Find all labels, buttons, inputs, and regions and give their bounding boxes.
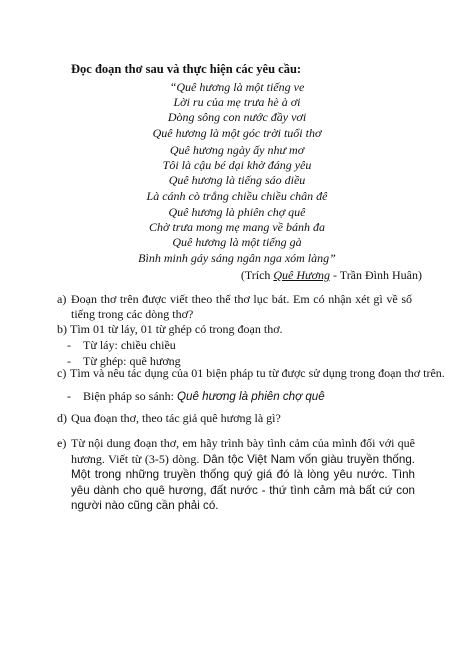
question-text: Từ nội dung đoạn thơ, em hãy trình bày tình cảm của mình đối với quê hương. Viết từ (3-5) dòng. — [71, 436, 415, 466]
question-label: c) — [57, 366, 67, 380]
question-label: a) — [57, 292, 67, 306]
question-c — [57, 366, 445, 381]
poem-line: Quê hương là một góc trời tuổi thơ — [152, 125, 322, 140]
answer-quote: Quê hương là phiên chợ quê — [177, 390, 325, 403]
poem-stanza-2 — [0, 143, 474, 204]
source-suffix: - Trần Đình Huân) — [330, 268, 422, 282]
poem-source — [241, 268, 422, 283]
poem-line: Tôi là cậu bé dại khờ đáng yêu — [162, 158, 312, 173]
bullet-dash: - — [67, 338, 71, 352]
poem-line: Chờ trưa mong mẹ mang về bánh đa — [149, 220, 325, 235]
source-title: Quê Hương — [273, 268, 330, 282]
question-label: e) — [57, 436, 67, 450]
question-label: b) — [57, 322, 67, 336]
poem-stanza-3 — [0, 205, 474, 266]
poem-line: Lời ru của mẹ trưa hè à ơi — [173, 95, 301, 110]
poem-line: Là cánh cò trắng chiều chiều chân đê — [146, 188, 328, 203]
question-text: Tìm 01 từ láy, 01 từ ghép có trong đoạn thơ. — [70, 322, 283, 336]
question-b — [57, 322, 417, 337]
question-a — [57, 292, 412, 323]
question-label: d) — [57, 411, 67, 425]
answer-text: Từ láy: chiều chiều — [83, 338, 176, 352]
question-text: Đoạn thơ trên được viết theo thể thơ lục bát. Em có nhận xét gì về số tiếng trong các dòng thơ? — [71, 292, 412, 322]
question-text: Qua đoạn thơ, theo tác giả quê hương là gì? — [71, 411, 281, 425]
answer-paragraph: Dân tộc Việt Nam vốn giàu truyền thống. Một trong những truyền thống quý giá đó là lòng yêu nước. Tình yêu dành cho quê hương, đất nước - thứ tình cảm mà bất cứ con người nào cũng cần phải có. — [71, 452, 415, 513]
poem-line: Quê hương là tiếng sáo diều — [168, 173, 306, 188]
question-text: Tìm và nêu tác dụng của 01 biện pháp tu từ được sử dụng trong đoạn thơ trên. — [70, 366, 445, 380]
question-e — [57, 436, 415, 514]
bullet-dash: - — [67, 389, 71, 403]
poem-line: Dòng sông con nước đầy vơi — [167, 110, 307, 125]
answer-text: Từ ghép: quê hương — [83, 354, 181, 368]
poem-line: Quê hương ngày ấy như mơ — [169, 143, 305, 157]
instruction-heading: Đọc đoạn thơ sau và thực hiện các yêu cầu: — [71, 62, 302, 76]
poem-stanza-1 — [0, 80, 474, 141]
answer-bullet-c — [67, 389, 325, 404]
bullet-dash: - — [67, 354, 71, 368]
answer-text: Biện pháp so sánh: — [83, 389, 177, 403]
question-d — [57, 411, 417, 426]
answer-bullet-b1 — [67, 338, 176, 353]
poem-line: Quê hương là phiên chợ quê — [168, 205, 306, 219]
source-prefix: (Trích — [240, 268, 274, 282]
poem-line: Quê hương là một tiếng gà — [172, 235, 302, 250]
poem-line: “Quê hương là một tiếng ve — [169, 80, 305, 94]
poem-line: Bình minh gáy sáng ngân nga xóm làng” — [138, 250, 336, 265]
